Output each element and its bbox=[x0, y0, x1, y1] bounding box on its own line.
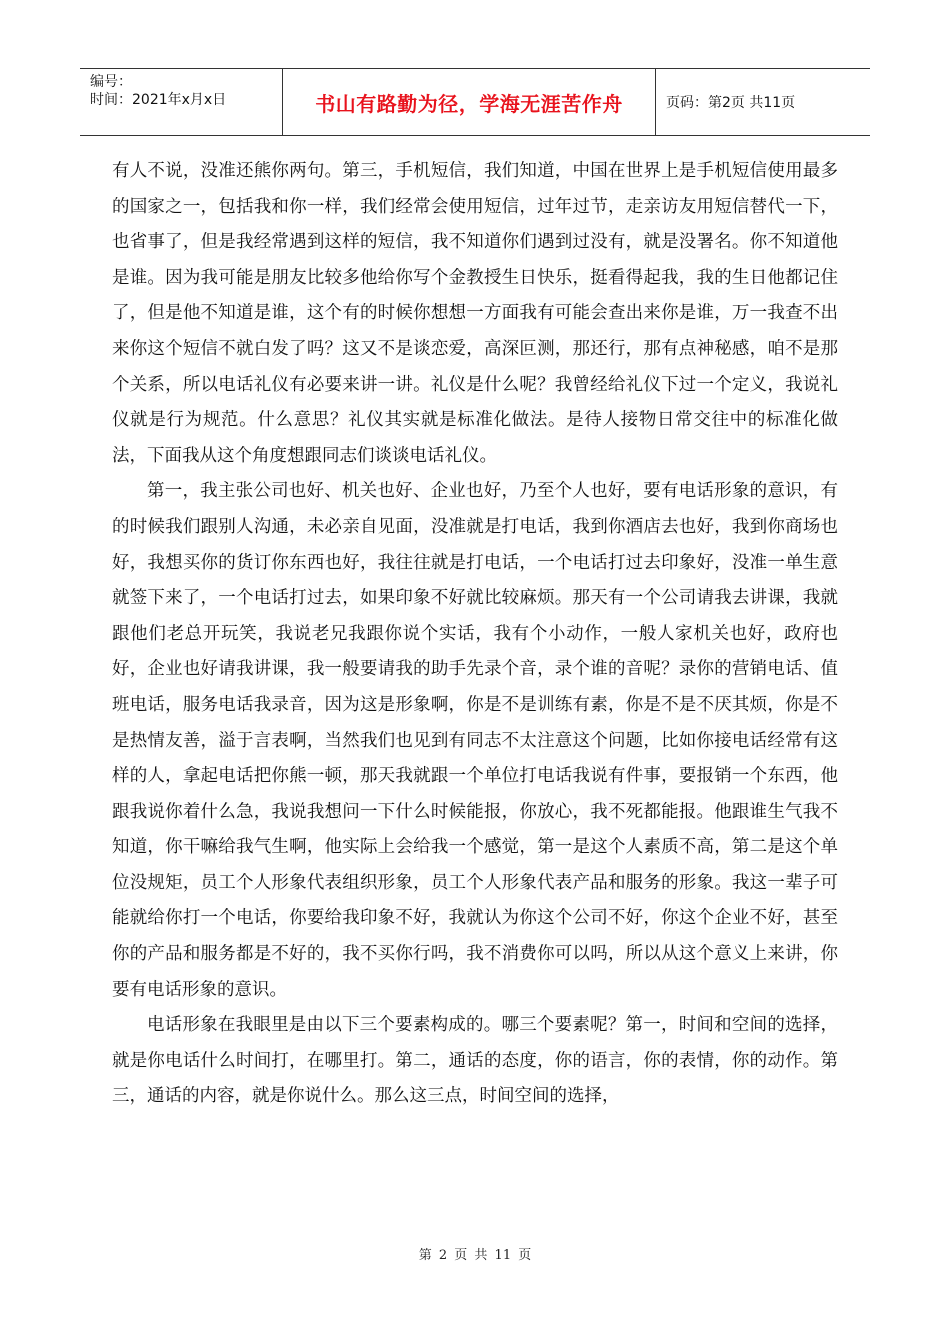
header-page-label: 页码：第2页 共11页 bbox=[666, 95, 796, 111]
document-body bbox=[112, 154, 838, 1115]
document-number-label: 编号： bbox=[90, 74, 132, 90]
document-date-label: 时间：2021年x月x日 bbox=[90, 92, 227, 108]
page-footer: 第 2 页 共 11 页 bbox=[418, 1248, 532, 1263]
body-paragraph: 电话形象在我眼里是由以下三个要素构成的。哪三个要素呢？第一，时间和空间的选择，就是你电话什么时间打，在哪里打。第二，通话的态度，你的语言，你的表情，你的动作。第三，通话的内容，就是你说什么。那么这三点，时间空间的选择， bbox=[112, 1015, 838, 1107]
body-paragraph: 第一，我主张公司也好、机关也好、企业也好，乃至个人也好，要有电话形象的意识，有的时候我们跟别人沟通，未必亲自见面，没准就是打电话，我到你酒店去也好，我到你商场也好，我想买你的货订你东西也好，我往往就是打电话，一个电话打过去印象好，没准一单生意就签下来了，一个电话打过去，如果印象不好就比较麻烦。那天有一个公司请我去讲课，我就跟他们老总开玩笑，我说老兄我跟你说个实话，我有个小动作，一般人家机关也好，政府也好，企业也好请我讲课，我一般要请我的助手先录个音，录个谁的音呢？录你的营销电话、值班电话，服务电话我录音，因为这是形象啊，你是不是训练有素，你是不是不厌其烦，你是不是热情友善，溢于言表啊，当然我们也见到有同志不太注意这个问题，比如你接电话经常有这样的人，拿起电话把你熊一顿，那天我就跟一个单位打电话我说有件事，要报销一个东西，他跟我说你着什么急，我说我想问一下什么时候能报，你放心，我不死都能报。他跟谁生气我不知道，你干嘛给我气生啊，他实际上会给我一个感觉，第一是这个人素质不高，第二是这个单位没规矩，员工个人形象代表组织形象，员工个人形象代表产品和服务的形象。我这一辈子可能就给你打一个电话，你要给我印象不好，我就认为你这个公司不好，你这个企业不好，甚至你的产品和服务都是不好的，我不买你行吗，我不消费你可以吗，所以从这个意义上来讲，你要有电话形象的意识。 bbox=[112, 481, 838, 1000]
header-motto: 书山有路勤为径，学海无涯苦作舟 bbox=[282, 69, 656, 135]
body-paragraph: 有人不说，没准还熊你两句。第三，手机短信，我们知道，中国在世界上是手机短信使用最多的国家之一，包括我和你一样，我们经常会使用短信，过年过节，走亲访友用短信替代一下，也省事了，但是我经常遇到这样的短信，我不知道你们遇到过没有，就是没署名。你不知道他是谁。因为我可能是朋友比较多他给你写个金教授生日快乐，挺看得起我，我的生日他都记住了，但是他不知道是谁，这个有的时候你想想一方面我有可能会查出来你是谁，万一我查不出来你这个短信不就白发了吗？这又不是谈恋爱，高深叵测，那还行，那有点神秘感，咱不是那个关系，所以电话礼仪有必要来讲一讲。礼仪是什么呢？我曾经给礼仪下过一个定义，我说礼仪就是行为规范。什么意思？礼仪其实就是标准化做法。是待人接物日常交往中的标准化做法，下面我从这个角度想跟同志们谈谈电话礼仪。 bbox=[112, 161, 838, 466]
header-meta bbox=[80, 69, 282, 135]
page-header bbox=[80, 68, 870, 136]
